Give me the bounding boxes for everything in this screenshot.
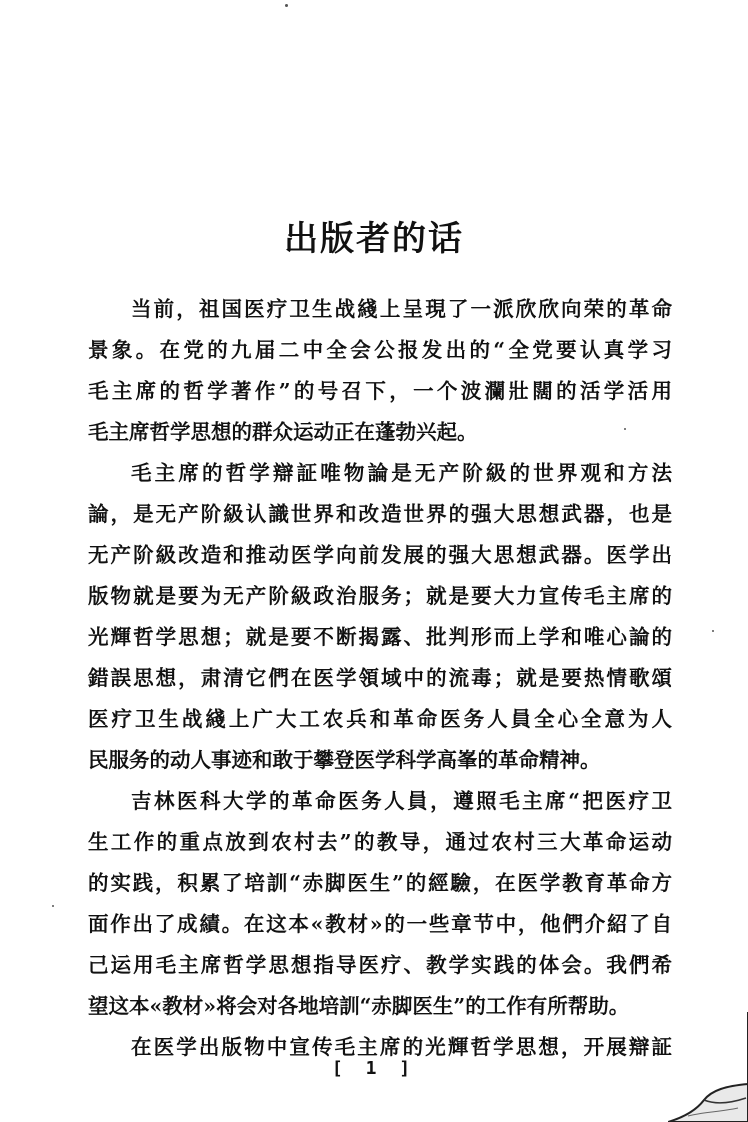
text-line: 吉林医科大学的革命医务人員，遵照毛主席“把医疗卫 (131, 789, 672, 813)
paragraph-3 (88, 781, 672, 1027)
scan-speck (624, 428, 626, 430)
text-line: 无产阶級改造和推动医学向前发展的强大思想武器。医学出 (88, 543, 672, 567)
paragraph-1 (88, 289, 672, 453)
page-number: [ 1 ] (331, 1058, 417, 1079)
scan-speck (285, 4, 288, 7)
text-line: 版物就是要为无产阶級政治服务；就是要大力宣传毛主席的 (88, 584, 672, 608)
text-line: 毛主席的哲学辯証唯物論是无产阶級的世界观和方法 (131, 461, 672, 485)
text-line: 錯誤思想，肃清它們在医学領域中的流毒；就是要热情歌頌 (88, 666, 672, 690)
text-line: 民服务的动人事迹和敢于攀登医学科学高峯的革命精神。 (88, 748, 601, 772)
scan-speck (712, 630, 714, 632)
text-line: 己运用毛主席哲学思想指导医疗、教学实践的体会。我們希 (88, 953, 672, 977)
text-line: 医疗卫生战綫上广大工农兵和革命医务人員全心全意为人 (88, 707, 672, 731)
page-curl-corner (668, 1012, 748, 1122)
text-line: 景象。在党的九届二中全会公报发出的“全党要认真学习 (88, 338, 672, 362)
text-line: 論，是无产阶級认識世界和改造世界的强大思想武器，也是 (88, 502, 672, 526)
text-line: 望这本«教材»将会对各地培訓“赤脚医生”的工作有所帮助。 (88, 994, 630, 1018)
text-line: 面作出了成績。在这本«教材»的一些章节中，他們介紹了自 (88, 912, 672, 936)
paragraph-2 (88, 453, 672, 781)
text-line: 毛主席的哲学著作”的号召下，一个波瀾壯闊的活学活用 (88, 379, 672, 403)
text-line: 当前，祖国医疗卫生战綫上呈現了一派欣欣向荣的革命 (131, 297, 672, 321)
text-line: 毛主席哲学思想的群众运动正在蓬勃兴起。 (88, 420, 478, 444)
page-title: 出版者的话 (284, 219, 464, 259)
text-line: 生工作的重点放到农村去”的教导，通过农村三大革命运动 (88, 830, 672, 854)
text-body (88, 289, 672, 1068)
scan-speck (52, 905, 54, 907)
text-line: 在医学出版物中宣传毛主席的光輝哲学思想，开展辯証 (131, 1035, 672, 1059)
text-line: 的实践，积累了培訓“赤脚医生”的經驗，在医学教育革命方 (88, 871, 672, 895)
text-line: 光輝哲学思想；就是要不断揭露、批判形而上学和唯心論的 (88, 625, 672, 649)
